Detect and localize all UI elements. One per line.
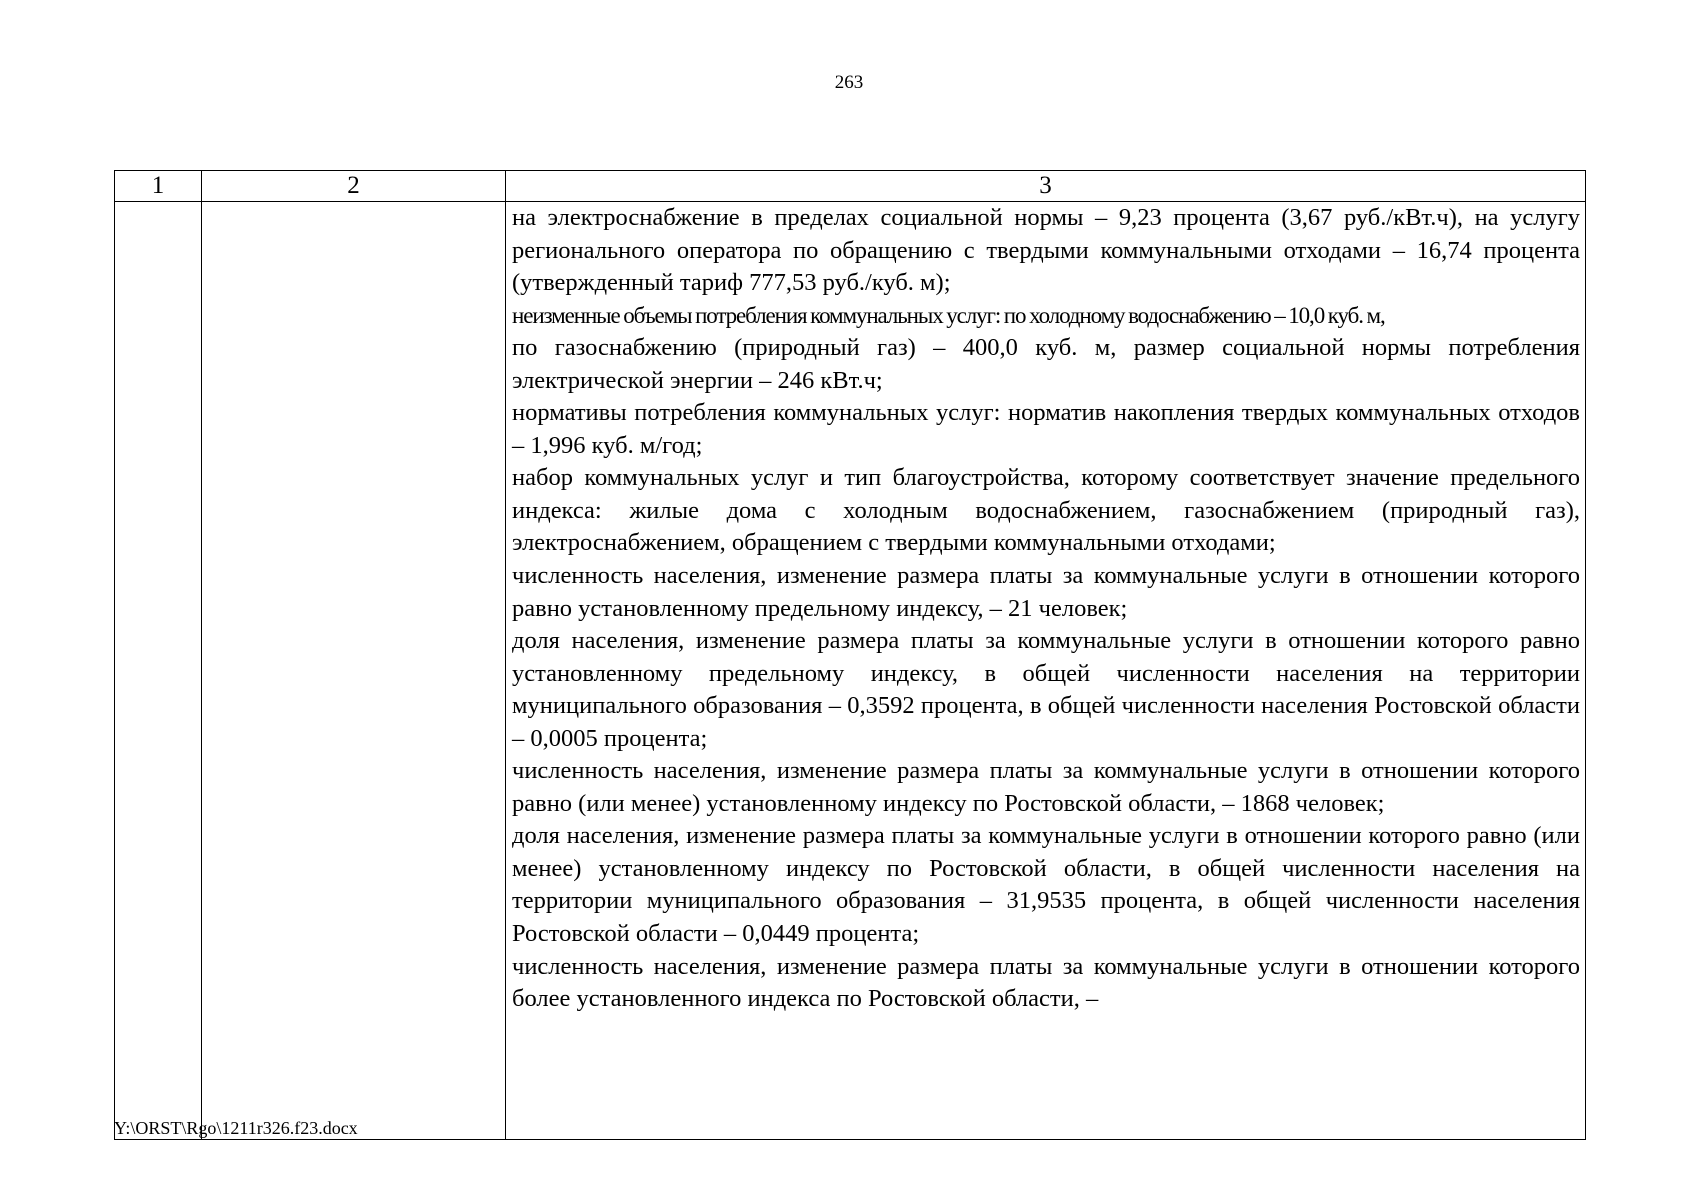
page-number: 263	[834, 72, 864, 93]
paragraph-electricity-tariff: на электроснабжение в пределах социальной нормы – 9,23 процента (3,67 руб./кВт.ч), на услугу регионального оператора по обращению с твердыми коммунальными отходами – 16,74 процента (утвержденный тариф 777,53 руб./куб. м);	[512, 204, 1580, 297]
header-cell-3: 3	[506, 171, 1586, 202]
paragraph-service-set: набор коммунальных услуг и тип благоустройства, которому соответствует значение предельного индекса: жилые дома с холодным водоснабжением, газоснабжением (природный газ), электроснабжением, обращением с твердыми коммунальными отходами;	[512, 464, 1580, 557]
paragraph-population-equal-or-less: численность населения, изменение размера платы за коммунальные услуги в отношении которого равно (или менее) установленному индексу по Ростовской области, – 1868 человек;	[512, 757, 1580, 817]
table-header-row	[115, 171, 1586, 202]
paragraph-consumption-norms: нормативы потребления коммунальных услуг: норматив накопления твердых коммунальных отходов – 1,996 куб. м/год;	[512, 399, 1580, 459]
paragraph-share-equal-or-less: доля населения, изменение размера платы за коммунальные услуги в отношении которого равно (или менее) установленному индексу по Ростовской области, в общей численности населения на территории муниципального образования – 31,9535 процента, в общей численности населения Ростовской области – 0,0449 процента;	[512, 822, 1580, 948]
row-cell-2	[202, 202, 506, 1140]
paragraph-population-above-index: численность населения, изменение размера платы за коммунальные услуги в отношении которого более установленного индекса по Ростовской области, –	[512, 952, 1580, 1013]
row-cell-1	[115, 202, 202, 1140]
paragraph-share-equal-limit: доля населения, изменение размера платы за коммунальные услуги в отношении которого равно установленному предельному индексу, в общей численности населения на территории муниципального образования – 0,3592 процента, в общей численности населения Ростовской области – 0,0005 процента;	[512, 627, 1580, 752]
header-cell-1: 1	[115, 171, 202, 202]
paragraph-population-equal-limit: численность населения, изменение размера платы за коммунальные услуги в отношении которого равно установленному предельному индексу, – 21 человек;	[512, 562, 1580, 622]
header-cell-2: 2	[202, 171, 506, 202]
content-table	[114, 170, 1586, 1140]
file-path-footer: Y:\ORST\Rgo\1211r326.f23.docx	[114, 1118, 358, 1138]
table-row	[115, 202, 1586, 1140]
paragraph-consumption-volumes: неизменные объемы потребления коммунальных услуг: по холодному водоснабжению – 10,0 куб. м,	[512, 302, 1385, 328]
row-cell-3	[506, 202, 1586, 1140]
paragraph-gas-volume: по газоснабжению (природный газ) – 400,0 куб. м, размер социальной нормы потребления электрической энергии – 246 кВт.ч;	[512, 334, 1580, 394]
